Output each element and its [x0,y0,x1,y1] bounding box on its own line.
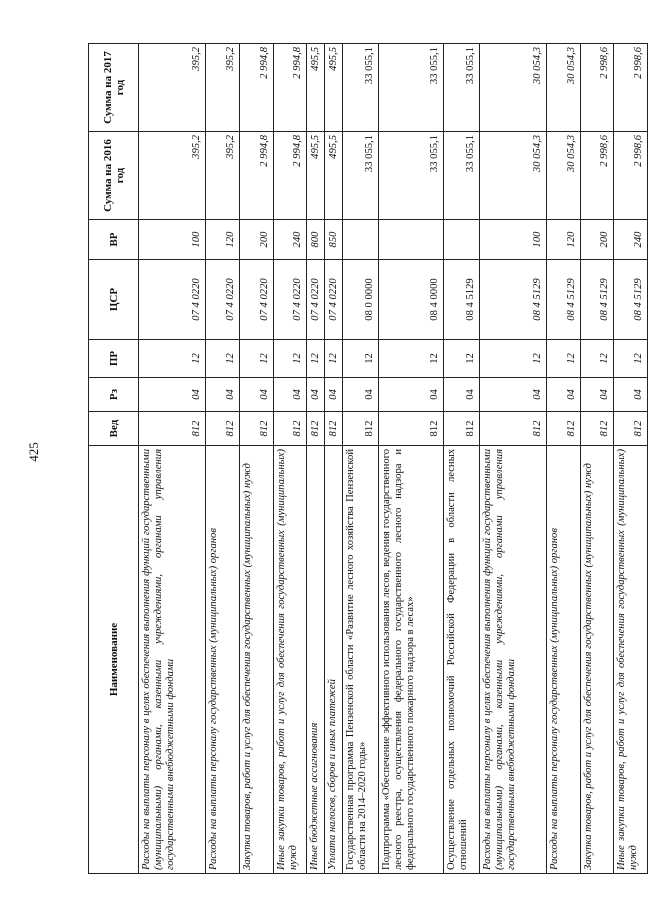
row-ved: 812 [378,412,443,446]
row-csr: 08 4 5129 [546,260,580,340]
row-ved: 812 [479,412,546,446]
row-sum-2017: 30 054,3 [546,44,580,132]
table-row [580,44,614,874]
row-rz: 04 [325,378,343,412]
budget-table [88,43,648,874]
row-pr: 12 [342,340,378,378]
row-vr: 240 [614,220,648,260]
row-name: Иные бюджетные ассигнования [307,446,325,874]
row-name: Государственная программа Пензенской области «Развитие лесного хозяйства Пензенской области на 2014–2020 годы» [342,446,378,874]
table-header-row [89,44,139,874]
row-sum-2016: 395,2 [206,132,240,220]
row-name: Расходы на выплаты персоналу государственных (муниципальных) органов [546,446,580,874]
row-sum-2017: 495,5 [325,44,343,132]
row-sum-2016: 2 994,8 [273,132,307,220]
table-row [342,44,378,874]
row-csr: 08 0 0000 [342,260,378,340]
table-row [378,44,443,874]
row-sum-2017: 2 994,8 [273,44,307,132]
row-vr: 200 [580,220,614,260]
row-csr: 07 4 0220 [239,260,273,340]
row-rz: 04 [273,378,307,412]
row-vr: 120 [206,220,240,260]
header-pr: ПР [89,340,139,378]
row-name: Уплата налогов, сборов и иных платежей [325,446,343,874]
row-vr [443,220,479,260]
row-name: Осуществление отдельных полномочий Российской Федерации в области лесных отношений [443,446,479,874]
header-sum-2017: Сумма на 2017 год [89,44,139,132]
row-pr: 12 [614,340,648,378]
row-rz: 04 [307,378,325,412]
row-vr: 800 [307,220,325,260]
row-ved: 812 [307,412,325,446]
row-pr: 12 [443,340,479,378]
row-pr: 12 [580,340,614,378]
row-csr: 08 4 0000 [378,260,443,340]
row-pr: 12 [139,340,206,378]
row-rz: 04 [614,378,648,412]
row-name: Иные закупки товаров, работ и услуг для обеспечения государственных (муниципальных) нужд [614,446,648,874]
row-ved: 812 [273,412,307,446]
row-pr: 12 [546,340,580,378]
table-row [307,44,325,874]
table-row [273,44,307,874]
row-pr: 12 [206,340,240,378]
row-vr [342,220,378,260]
row-sum-2017: 2 994,8 [239,44,273,132]
row-sum-2017: 395,2 [139,44,206,132]
row-csr: 07 4 0220 [139,260,206,340]
row-sum-2017: 395,2 [206,44,240,132]
row-vr: 120 [546,220,580,260]
row-vr [378,220,443,260]
row-sum-2017: 33 055,1 [443,44,479,132]
row-name: Иные закупки товаров, работ и услуг для обеспечения государственных (муниципальных) нужд [273,446,307,874]
row-ved: 812 [139,412,206,446]
row-name: Расходы на выплаты персоналу в целях обеспечения выполнения функций государственными (муниципальными) органами, казенными учреждениями, органами управления государственными внебюджетными фондами [479,446,546,874]
row-csr: 07 4 0220 [307,260,325,340]
row-csr: 07 4 0220 [273,260,307,340]
row-csr: 07 4 0220 [325,260,343,340]
header-csr: ЦСР [89,260,139,340]
header-vr: ВР [89,220,139,260]
row-name: Закупка товаров, работ и услуг для обеспечения государственных (муниципальных) нужд [239,446,273,874]
header-ved: Вед [89,412,139,446]
row-ved: 812 [342,412,378,446]
table-row [614,44,648,874]
row-ved: 812 [325,412,343,446]
row-rz: 04 [342,378,378,412]
row-sum-2016: 30 054,3 [546,132,580,220]
row-sum-2017: 33 055,1 [378,44,443,132]
row-name: Расходы на выплаты персоналу в целях обеспечения выполнения функций государственными (муниципальными) органами, казенными учреждениями, органами управления государственными внебюджетными фондами [139,446,206,874]
row-vr: 240 [273,220,307,260]
table-row [443,44,479,874]
row-ved: 812 [239,412,273,446]
header-sum-2016: Сумма на 2016 год [89,132,139,220]
row-sum-2016: 33 055,1 [342,132,378,220]
row-vr: 100 [139,220,206,260]
row-vr: 200 [239,220,273,260]
table-row [206,44,240,874]
row-csr: 07 4 0220 [206,260,240,340]
row-pr: 12 [239,340,273,378]
row-pr: 12 [479,340,546,378]
row-vr: 850 [325,220,343,260]
row-ved: 812 [614,412,648,446]
row-pr: 12 [273,340,307,378]
row-csr: 08 4 5129 [443,260,479,340]
row-ved: 812 [443,412,479,446]
row-sum-2016: 30 054,3 [479,132,546,220]
row-csr: 08 4 5129 [580,260,614,340]
row-sum-2016: 495,5 [307,132,325,220]
row-sum-2016: 33 055,1 [378,132,443,220]
row-sum-2017: 33 055,1 [342,44,378,132]
row-sum-2017: 2 998,6 [614,44,648,132]
row-sum-2016: 2 994,8 [239,132,273,220]
row-rz: 04 [206,378,240,412]
row-csr: 08 4 5129 [614,260,648,340]
header-name: Наименование [89,446,139,874]
row-sum-2016: 33 055,1 [443,132,479,220]
row-rz: 04 [443,378,479,412]
table-row [546,44,580,874]
row-rz: 04 [479,378,546,412]
row-rz: 04 [239,378,273,412]
row-name: Расходы на выплаты персоналу государственных (муниципальных) органов [206,446,240,874]
row-pr: 12 [307,340,325,378]
row-name: Подпрограмма «Обеспечение эффективного использования лесов, ведения государственного лесного реестра, осуществления федерального государственного лесного надзора и федерального государственного пожарного надзора в лесах» [378,446,443,874]
table-row [139,44,206,874]
row-ved: 812 [206,412,240,446]
rotated-table-container [88,44,648,874]
row-rz: 04 [378,378,443,412]
row-sum-2016: 495,5 [325,132,343,220]
row-sum-2017: 30 054,3 [479,44,546,132]
row-sum-2017: 495,5 [307,44,325,132]
row-sum-2017: 2 998,6 [580,44,614,132]
row-csr: 08 4 5129 [479,260,546,340]
row-ved: 812 [546,412,580,446]
row-ved: 812 [580,412,614,446]
row-rz: 04 [139,378,206,412]
row-pr: 12 [378,340,443,378]
table-row [239,44,273,874]
row-sum-2016: 395,2 [139,132,206,220]
header-rz: Рз [89,378,139,412]
table-row [325,44,343,874]
page-number: 425 [26,442,41,462]
table-row [479,44,546,874]
row-sum-2016: 2 998,6 [614,132,648,220]
row-name: Закупка товаров, работ и услуг для обеспечения государственных (муниципальных) нужд [580,446,614,874]
row-sum-2016: 2 998,6 [580,132,614,220]
row-vr: 100 [479,220,546,260]
row-pr: 12 [325,340,343,378]
row-rz: 04 [580,378,614,412]
row-rz: 04 [546,378,580,412]
